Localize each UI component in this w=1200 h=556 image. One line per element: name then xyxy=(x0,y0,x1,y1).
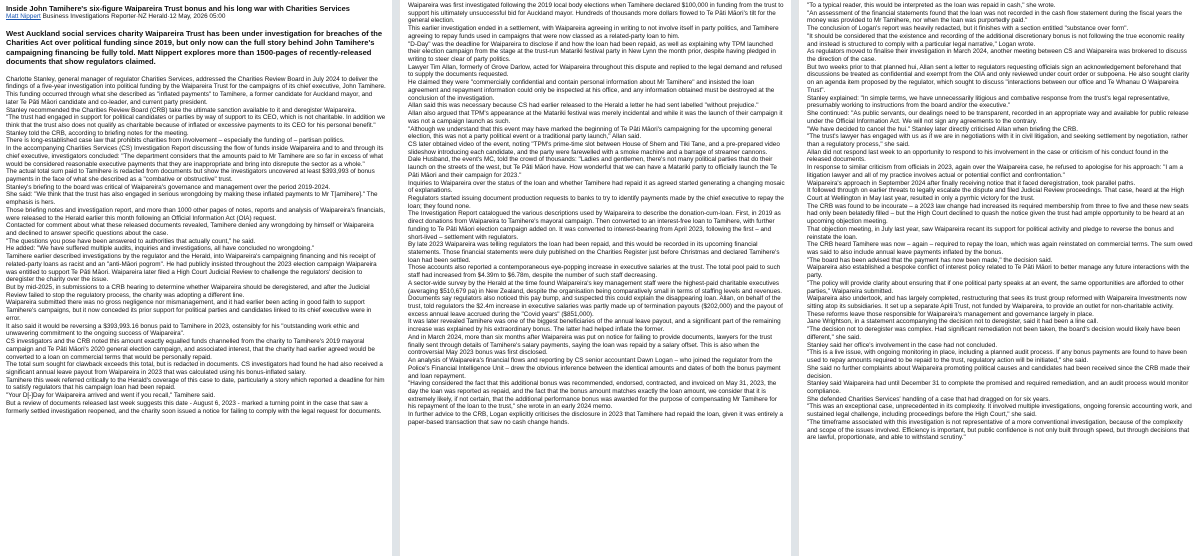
paragraph: But by mid-2025, in submissions to a CRB hearing to determine whether Waipareira should be deregistered, and after the Judicial Review failed to stop the regulatory process, the charity was adopting a different line. xyxy=(6,284,370,299)
paragraph: It was later revealed Tamihere was one of the biggest beneficiaries of the annual leave payout, and a significant part of the remaining increase was explained by his extraordinary bonus. The latter had helped inflate the former. xyxy=(408,318,781,334)
paragraph: Regulators started issuing document production requests to banks to try to identify payments made by the chief executive to repay the loan; they found none. xyxy=(408,194,784,210)
paragraph: "The trust's lawyer has engaged with us as if we are in negotiations with it in civil litigation, and seeking settlement by negotiation, rather than a regulatory process," she said. xyxy=(807,133,1188,148)
column-2-body xyxy=(408,2,785,427)
paragraph: An analysis of Waipareira's financial flows and reporting by CS senior accountant Dawn Logan – who joined the regulator from the Police's Financial Intelligence Unit – drew the obvious inference between the identical amounts and dates of both the bonus payment and loan repayment. xyxy=(408,357,781,380)
paragraph: "The board has been advised that the payment has now been made," the decision said. xyxy=(807,256,1053,264)
paragraph: These reforms leave those responsible for Waipareira's management and governance largely in place. xyxy=(807,310,1094,318)
paragraph: Stanley recommended the Charities Review Board (CRB) take the ultimate sanction available to it and deregister Waipareira. xyxy=(6,106,357,114)
paragraph: Waipareira was first investigated following the 2019 local body elections when Tamihere declared $100,000 in funding from the trust to support his ultimately unsuccessful bid for Auckland mayor. Hundreds of thousands more dollars flowed to Te Pāti Māori's tilt for the general election. xyxy=(408,2,784,25)
paragraph: Jane Wrightson, in a statement accompanying the decision not to deregister, said it had been a line call. xyxy=(807,318,1099,326)
paragraph: It followed through on earlier threats to legally escalate the dispute and filed Judicial Review proceedings. That case, heard at the High Court at Wellington in May last year, resulted in only a pyrrhic victory for the trust. xyxy=(807,187,1185,202)
paragraph: In further advice to the CRB, Logan explicitly criticises the disclosure in 2023 that Tamihere had repaid the loan, given it was entirely a paper-based transaction that saw no cash change hands. xyxy=(408,411,784,426)
column-1-body xyxy=(6,76,386,416)
paragraph: There is long-established case law that prohibits charities from involvement – especially the funding of – partisan politics. xyxy=(6,137,345,145)
paragraph: That objection meeting, in July last year, saw Waipareira recant its support for political activity and pledge to reverse the bonus and reinstate the loan. xyxy=(807,225,1174,241)
paragraph: "The questions you pose have been answered to authorities that actually count," he said. xyxy=(6,237,256,245)
article-column-3 xyxy=(798,0,1200,556)
paragraph: "The decision not to deregister was complex. Had significant remediation not been taken, the board's decision would likely have been different," she said. xyxy=(807,326,1181,341)
paragraph: Dale Husband, the event's MC, told the crowd of thousands: "Ladies and gentlemen, there's not many political parties that do their launch on the streets of the west, but Te Pāti Māori have. How wonderful that we can have a Matariki party to officially launch the Te Pāti Māori and their campaign for 2023." xyxy=(408,156,777,179)
paragraph: "The timeframe associated with this investigation is not representative of a more conventional investigation, because of the complexity and scope of the issues involved. Efficiency is important, but public confidence is not only built through speed, but through decisions that are lawful, proportionate, and able to withstand scrutiny." xyxy=(807,418,1190,442)
paragraph: Allan said this was necessary because CS had earlier released to the Herald a letter he had sent labelled "without prejudice." xyxy=(408,102,759,110)
paragraph: And in March 2024, more than six months after Waipareira was put on notice for failing to provide documents, lawyers for the trust finally sent through details of Tamihere's salary payments, saying the loan was repaid by a salary offset. This is also when the controversial May 2023 bonus was first disclosed. xyxy=(408,333,773,357)
paragraph: But a review of documents released last week suggests this date - August 6, 2023 - marked a turning point in the case that saw a formerly settled investigation reopened, and the charity soon issued a notice for failing to comply with the legal request for documents. xyxy=(6,399,382,415)
paragraph: This earlier investigation ended in a settlement, with Waipareira agreeing in writing to not involve itself in party politics, and Tamihere agreeing to repay funds used in campaigns that were now classed as a related-party loan to him. xyxy=(408,25,779,40)
paragraph: She said: "We think that the trust has also engaged in serious wrongdoing by making these inflated payments to Mr T[amihere]." The emphasis is hers. xyxy=(6,191,378,207)
paragraph: Documents say regulators also noticed this pay bump, and suspected this could explain the disappearing loan. Allan, on behalf of the trust, told regulators the $2.4m increase in executive salaries was partly made up of termination payouts ($202,000) and the payout of excess annual leave accrued during the "Covid years" ($851,000). xyxy=(408,295,783,318)
paragraph: The CRB was found to be incourate – a 2023 law change had increased its required membership from three to five and these new seats had only been belatedly filled – but the High Court declined to quash the notice given the trust had ample opportunity to be heard at an upcoming objection meeting. xyxy=(807,202,1189,226)
paragraph: "Although we understand that this event may have marked the beginning of Te Pāti Māori's campaigning for the upcoming general election, this was not a party political event or a traditional party launch," Allan said. xyxy=(408,125,772,141)
paragraph: It also said it would be reversing a $393,993.16 bonus paid to Tamihere in 2023, ostensibly for his "outstanding work ethic and unwavering commitment to the ongoing success of Waipareira". xyxy=(6,322,360,338)
paragraph: "D-Day" was the deadline for Waipareira to disclose if and how the loan had been repaid, as well as explaining why TPM launched their election campaign from the stage at the trust-run Matariki festival party in New Lynn the month prior, despite having pledged in writing to steer clear of party politics. xyxy=(408,40,776,64)
paragraph: "It should be considered that the existence and recording of the additional discretionary bonus is not following the true economic reality and instead is structured to comply with a particular legal narrative," Logan wrote. xyxy=(807,32,1185,48)
paragraph: He claimed they were "commercially confidential and contain personal information about Mr Tamihere" and insisted the loan agreement and repayment information could only be inspected at his office, and any information obtained must be destroyed at the conclusion of the investigation. xyxy=(408,79,775,102)
paragraph: She said no further complaints about Waipareira promoting political causes and candidates had been received since the CRB made their decision. xyxy=(807,364,1191,380)
paragraph: "An assessment of the financial statements found that the loan was not recorded in the cash flow statement during the fiscal years the money was provided to Mr Tamihere, nor when the loan was purportedly paid." xyxy=(807,9,1182,25)
column-3-body xyxy=(807,2,1194,442)
paragraph: Stanley said Waipareira had until December 31 to complete the promised and required remediation, and an audit process would monitor compliance. xyxy=(807,380,1189,395)
article-title: Inside John Tamihere's six-figure Waipareira Trust bonus and his long war with Charities Services xyxy=(6,4,350,13)
paragraph: "Your D[-]Day for Waipareira arrived and went if you recall," Tamihere said. xyxy=(6,392,216,400)
paragraph: "We have decided to cancel the hui." Stanley later directly criticised Allan when briefing the CRB. xyxy=(807,125,1078,133)
paragraph: "Having considered the fact that this additional bonus was recommended, endorsed, contracted, and invoiced on May 31, 2023, the day the loan was reported as repaid, and the fact that the bonus amount matches exactly the loan amount, we consider that it is extremely likely, if not certain, that the additional performance bonus was awarded for the purpose of compensating Mr Tamihere for his repayment of the loan to the trust," she wrote in an early 2024 memo. xyxy=(408,380,777,411)
paragraph: Waipareira's approach in September 2024 after finally receiving notice that it faced deregistration, took parallel paths. xyxy=(807,179,1136,187)
paragraph: CS investigators and the CRB noted this amount exactly equalled funds channelled from the charity to Tamihere's 2019 mayoral campaign and Te Pāti Māori's 2020 general election campaign, and associated interest, that the charity had earlier agreed would be converted to a loan on commercial terms that would be personally repaid. xyxy=(6,338,375,361)
paragraph: "This was an exceptional case, unprecedented in its complexity. It involved multiple investigations, ongoing forensic accounting work, and sustained legal challenge, including proceedings before the High Court," she said. xyxy=(807,403,1192,419)
article-column-1 xyxy=(0,0,392,556)
paragraph: The actual total sum paid to Tamihere is redacted from documents but show the investigators uncovered at least $393,993 of bonus payments in the face of what she described as a "combative or obstructive" trust. xyxy=(6,168,375,183)
paragraph: Lawyer Tim Allan, formerly of Grove Darlow, acted for Waipareira throughout this dispute and replied to the legal demand and refused to supply the documents requested. xyxy=(408,63,782,79)
paragraph: Charlotte Stanley, general manager of regulator Charities Services, addressed the Charities Review Board in July 2024 to deliver the findings of a five-year investigation into political funding by the Waipareira Trust for the campaigns of its chief executive, John Tamihere. xyxy=(6,75,386,91)
paragraph: Allan also argued that TPM's appearance at the Matariki festival was merely incidental and while it was the launch of their campaign it was not a campaign launch as such. xyxy=(408,110,783,125)
paragraph: Stanley said her office's involvement in the case had not concluded. xyxy=(807,341,998,349)
byline xyxy=(6,13,386,21)
paragraph: Waipareira also undertook, and has largely completed, restructuring that sees its trust group reformed with Waipareira Investments now sitting atop its subsidiaries. It set up a separate Apiti Trust, not funded by Waipareira, to provide an outlet for non-charitable activity. xyxy=(807,295,1187,311)
paragraph: Inquiries to Waipareira over the status of the loan and whether Tamihere had repaid it as agreed started generating a changing mosaic of explanations. xyxy=(408,179,785,195)
paragraph: Tamihere this week referred critically to the Herald's coverage of this case to date, particularly a story which reported a deadline for him to satisfy regulators that his campaign loan had been repaid. xyxy=(6,376,385,392)
paragraph: Stanley's briefing to the board was critical of Waipareira's governance and management over the period 2019-2024. xyxy=(6,183,331,191)
paragraph: A sector-wide survey by the Herald at the time found Waipareira's key management staff were the highest-paid charitable executives (averaging $510,679 pa) in New Zealand, despite the organisation being comparatively small in terms of staffing levels and revenues. xyxy=(408,279,783,295)
paragraph: Contacted for comment about what these released documents revealed, Tamihere denied any wrongdoing by himself or Waipareira and declined to answer specific questions about the case. xyxy=(6,222,374,237)
paragraph: The CRB heard Tamihere was now – again – required to repay the loan, which was again reinstated on commercial terms. The sum owed was said to also include annual leave payments inflated by the bonus. xyxy=(807,241,1193,256)
paragraph: He added: "We have suffered multiple audits, inquiries and investigations, all have concluded no wrongdoing." xyxy=(6,245,315,253)
paragraph: "To a typical reader, this would be interpreted as the loan was repaid in cash," she wrote. xyxy=(807,2,1056,9)
paragraph: CS later obtained video of the event, noting "TPM's prime-time slot between House of Shem and Tiki Tane, and a pre-prepared video slideshow introducing each candidate, and the party were farewelled with a smoke machine and a barrage of streamer cannons. xyxy=(408,140,780,156)
paragraph: But two weeks prior to that planned hui, Allan sent a letter to regulators requesting officials sign an acknowledgement beforehand that discussions be treated as confidential and exempt from the OIA and only reviewed under court order or subpoena. He also sought clarity on an agenda item proposed by the regulator, which sought to discuss "interactions between our office and Te Whanau O Waipareira Trust". xyxy=(807,63,1190,94)
paragraph: As regulators moved to finalise their investigation in March 2024, another meeting between CS and Waipareira was brokered to discuss the direction of the case. xyxy=(807,48,1187,64)
paragraph: Stanley explained: "In simple terms, we have unnecessarily litigious and combative response from the trust's legal representative, presumably working to instructions from the board and/or the executive." xyxy=(807,94,1170,110)
paragraph: By late 2023 Waipareira was telling regulators the loan had been repaid, and this would be recorded in its upcoming financial statements. Those financial statements were duly published on the Charities Register just before Christmas and declared Tamihere's loan had been settled. xyxy=(408,241,780,264)
paragraph: "This is a live issue, with ongoing monitoring in place, including a planned audit process. If any bonus payments are found to have been used to repay amounts required to be repaid to the trust, regulatory action will be initiated," she said. xyxy=(807,349,1187,365)
author-link[interactable]: Matt Nippert xyxy=(6,13,41,20)
paragraph: In the accompanying Charities Services (CS) Investigation Report discussing the flow of funds inside Waipareira and to and through its chief executive, investigators concluded: "The department considers that the amounts paid to Mr Tamihere are so far in excess of what would be considered reasonable executive payments that they are inappropriate and bring into disrepute the sector as a whole." xyxy=(6,145,384,168)
paragraph: Waipareira also established a bespoke conflict of interest policy related to Te Pāti Māori to better manage any future interactions with the party. xyxy=(807,264,1190,280)
paragraph: Those accounts also reported a contemporaneous eye-popping increase in executive salaries at the trust. The total pool paid to such staff had increased from $4.39m to $6.78m, despite the number of such staff decreasing. xyxy=(408,264,781,280)
paragraph: The conclusion of Logan's report was heavily redacted, but it finishes with a section entitled "substance over form". xyxy=(807,25,1129,33)
paragraph: She continued: "As public servants, our dealings need to be transparent, recorded in an appropriate way and available for public release under the Official Information Act. We will not sign any agreements to the contrary. xyxy=(807,110,1189,125)
paragraph: In response to similar criticism from officials in 2023, again over the Waipareira case, he refused to apologise for his approach: "I am a litigation lawyer and all of my practice involves actual or potential conflict and confrontation." xyxy=(807,164,1184,179)
paragraph: The Investigation Report catalogued the various descriptions used by Waipareira to describe the donation-cum-loan. First, in 2019 as direct donations from Waipareira to Tamihere's mayoral campaign. Then converted to an interest-free loan to Tamihere, with further funding to Te Pāti Māori election campaign added on. It was converted to interest-bearing from April 2023, following the first – and short-lived – settlement with regulators. xyxy=(408,210,781,241)
article-column-2 xyxy=(399,0,791,556)
paragraph: She defended Charities Services' handling of a case that had dragged on for six years. xyxy=(807,395,1051,403)
byline-details: Business Investigations Reporter·NZ Herald·12 May, 2026 05:00 xyxy=(40,13,226,20)
paragraph: "The trust had engaged in support for political candidates or parties by way of support to its CEO, which is not charitable. In addition we think that the trust also does not qualify as charitable because of inflated or excessive payments to its CEO for his personal benefit." Stanley told the CRB, according to briefing notes for the meeting. xyxy=(6,114,386,137)
paragraph: Those briefing notes and investigation report, and more than 1000 other pages of notes, reports and analysis of Waipareira's financials, were released to the Herald earlier this month following an Official Information Act (OIA) request. xyxy=(6,206,386,222)
paragraph: This funding occurred through what she described as "inflated payments" to Tamihere, a former candidate for Auckland mayor, and later Te Pāti Māori candidate and co-leader, and current party president. xyxy=(6,91,373,106)
paragraph: "The policy will provide clarity about ensuring that if one political party speaks at an event, the same opportunities are afforded to other parties," Waipareira submitted. xyxy=(807,279,1184,295)
paragraph: Tamihere earlier described investigations by the regulator and the Herald, into Waipareira's campaigning financing and his receipt of related-party loans as racist and an "anti-Māori pogrom". He had publicly insisted throughout the 2023 election campaign Waipareira was entitled to support Te Pāti Māori. Waipareira later filed a High Court Judicial Review to challenge the regulators' decision to deregister the charity over the issue. xyxy=(6,253,377,284)
paragraph: Waipareira submitted there was no gross negligence nor mismanagement, and it had earlier been acting in good faith to support Tamihere's campaigns, but it now conceded its prior support for political parties and candidates linked to its chief executive were in error. xyxy=(6,299,372,322)
article-lede: West Auckland social services charity Waipareira Trust has been under investigation for breaches of the Charities Act over political funding since 2019, but only now can the full story behind John Tamihere's campaigning financing be fully told. Matt Nippert explores more than 1500-pages of recently-released documents that show regulators claimed. xyxy=(6,29,383,67)
paragraph: The total sum sought for clawback exceeds this total, but is redacted in documents. CS investigators had found he had also received a significant annual leave payout from Waipareira in 2023 that was calculated using his bonus-inflated salary. xyxy=(6,361,383,376)
paragraph: Allan did not respond last week to an opportunity to respond to his involvement in the case or criticism of his conduct found in the released documents. xyxy=(807,148,1169,164)
